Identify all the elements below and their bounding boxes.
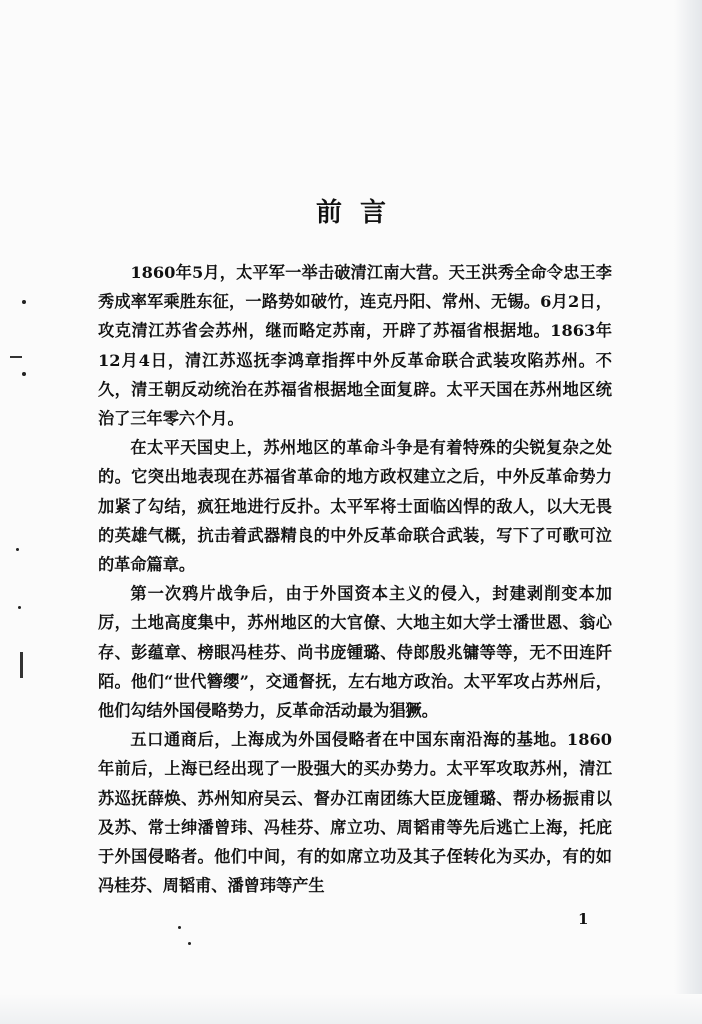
paragraph-2: 在太平天国史上，苏州地区的革命斗争是有着特殊的尖锐复杂之处的。它突出地表现在苏福省革命的地方政权建立之后，中外反革命势力加紧了勾结，疯狂地进行反扑。太平军将士面临凶悍的敌人，以大无畏的英雄气概，抗击着武器精良的中外反革命联合武装，写下了可歌可泣的革命篇章。 (98, 438, 612, 575)
page-edge-shadow (674, 0, 702, 1024)
page-number: 1 (578, 910, 589, 928)
paragraph-1: 1860年5月，太平军一举击破清江南大营。天王洪秀全命令忠王李秀成率军乘胜东征，一路势如破竹，连克丹阳、常州、无锡。6月2日，攻克清江苏省会苏州，继而略定苏南，开辟了苏福省根据地。1863年12月4日，清江苏巡抚李鸿章指挥中外反革命联合武装攻陷苏州。不久，清王朝反动统治在苏福省根据地全面复辟。太平天国在苏州地区统治了三年零六个月。 (98, 263, 612, 429)
paragraph-3: 第一次鸦片战争后，由于外国资本主义的侵入，封建剥削变本加厉，土地高度集中，苏州地区的大官僚、大地主如大学士潘世恩、翁心存、彭蕴章、榜眼冯桂芬、尚书庞锺璐、侍郎殷兆镛等等，无不田连阡陌。他们“世代簪缨”，交通督抚，左右地方政治。太平军攻占苏州后，他们勾结外国侵略势力，反革命活动最为猖獗。 (98, 584, 612, 721)
scan-speck (22, 372, 26, 376)
scan-speck (178, 926, 181, 929)
scan-speck (22, 300, 26, 304)
scan-mark (10, 356, 22, 358)
page-title: 前言 (315, 198, 404, 228)
scan-mark (20, 652, 23, 678)
paragraph-4: 五口通商后，上海成为外国侵略者在中国东南沿海的基地。1860年前后，上海已经出现了一股强大的买办势力。太平军攻取苏州，清江苏巡抚薛焕、苏州知府吴云、督办江南团练大臣庞锺璐、帮办杨振甫以及苏、常士绅潘曾玮、冯桂芬、席立功、周韬甫等先后逃亡上海，托庇于外国侵略者。他们中间，有的如席立功及其子侄转化为买办，有的如冯桂芬、周韬甫、潘曾玮等产生 (98, 730, 612, 896)
scan-speck (188, 942, 191, 945)
page-bottom-edge (0, 994, 702, 1024)
scan-speck (18, 606, 21, 609)
body-text (98, 258, 612, 900)
scan-speck (16, 548, 19, 551)
